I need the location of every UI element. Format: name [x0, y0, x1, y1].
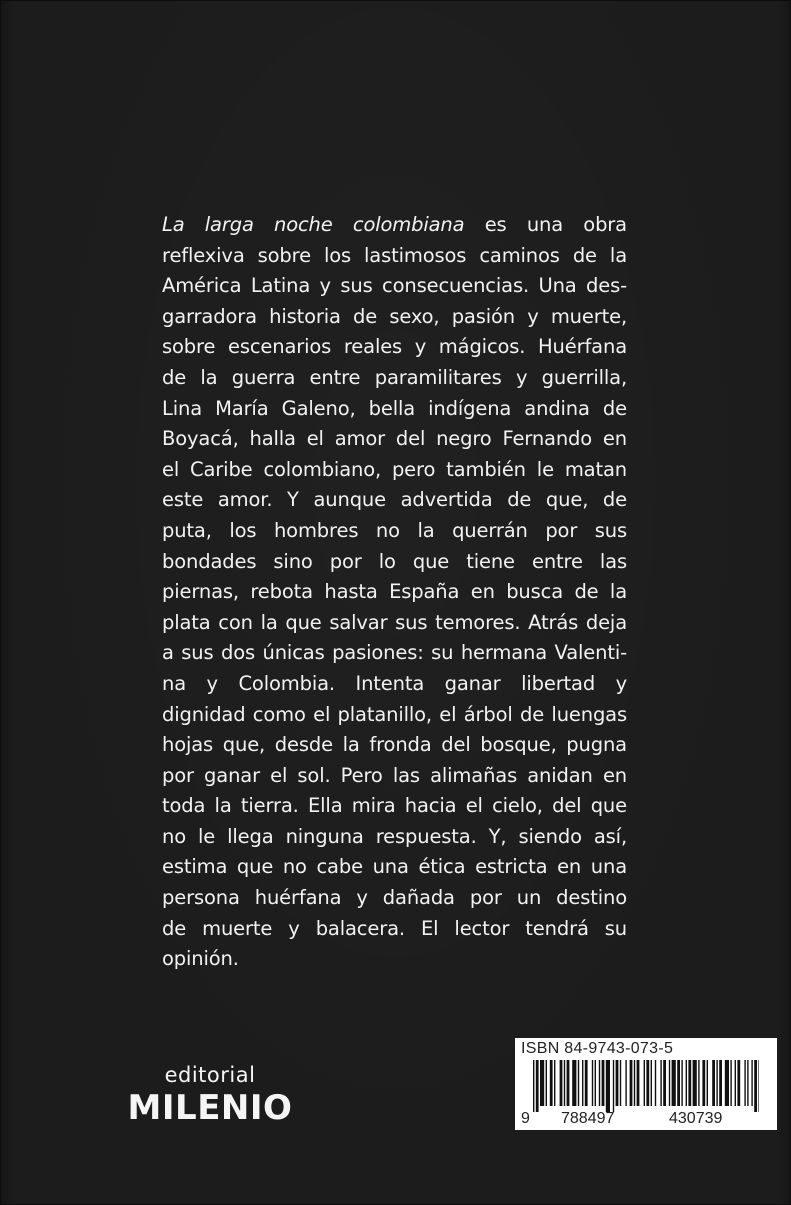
barcode-bar	[672, 1060, 676, 1106]
barcode-bar	[655, 1060, 656, 1106]
barcode-bar	[686, 1060, 687, 1106]
barcode-label	[515, 1038, 777, 1130]
barcode-bar	[730, 1060, 731, 1106]
synopsis-line-first	[162, 210, 627, 241]
isbn-number: ISBN 84-9743-073-5	[521, 1040, 674, 1057]
barcode-bar	[677, 1060, 680, 1106]
barcode-bar	[651, 1060, 652, 1106]
barcode-bar	[564, 1060, 565, 1106]
barcode-bar	[620, 1060, 621, 1106]
first-line-rest: es una obra	[484, 213, 627, 236]
synopsis-line: este amor. Y aunque advertida de que, de	[162, 488, 627, 512]
barcode-bar	[540, 1060, 544, 1106]
barcode-bar	[644, 1060, 645, 1106]
synopsis-line: no le llega ninguna respuesta. Y, siendo así,	[162, 824, 627, 848]
barcode-bar	[560, 1060, 563, 1106]
synopsis-line: estima que no cabe una ética estricta en una	[162, 855, 627, 879]
barcode-bar	[572, 1060, 576, 1106]
publisher-line-name: MILENIO	[127, 1088, 293, 1128]
barcode-bar	[754, 1060, 757, 1112]
barcode-bar	[606, 1060, 610, 1112]
barcode-bar	[669, 1060, 670, 1106]
barcode-bar	[637, 1060, 640, 1106]
barcode-bar	[592, 1060, 593, 1106]
synopsis-line: Lina María Galeno, bella indígena andina de	[162, 396, 627, 420]
synopsis-line: América Latina y sus consecuencias. Una des-	[162, 274, 627, 298]
barcode-bar	[707, 1060, 708, 1106]
barcode-bar	[681, 1060, 682, 1106]
barcode-bar	[744, 1060, 745, 1106]
barcode-bar	[602, 1060, 605, 1106]
barcode-bar	[747, 1060, 748, 1106]
synopsis-line: persona huérfana y dañada por un destino	[162, 886, 627, 910]
barcode-bar	[550, 1060, 553, 1106]
ean-first-digit: 9	[521, 1110, 530, 1127]
barcode-bar	[634, 1060, 635, 1106]
synopsis-line: sobre escenarios reales y mágicos. Huérfana	[162, 335, 627, 359]
barcode-bar	[663, 1060, 666, 1106]
barcode-bar	[725, 1060, 729, 1106]
barcode-bar	[546, 1060, 547, 1106]
synopsis-line: toda la tierra. Ella mira hacia el cielo, del que	[162, 794, 627, 818]
barcode-bar	[737, 1060, 740, 1106]
barcode-bar	[716, 1060, 717, 1106]
barcode-bar	[536, 1060, 539, 1112]
synopsis-line: de la guerra entre paramilitares y guerrilla,	[162, 365, 627, 389]
barcode-bar	[646, 1060, 649, 1106]
barcode-bar	[613, 1060, 614, 1112]
barcode-bar	[582, 1060, 583, 1106]
synopsis-line: piernas, rebota hasta España en busca de la	[162, 580, 627, 604]
barcode-bar	[712, 1060, 715, 1106]
synopsis-line: puta, los hombres no la querrán por sus	[162, 518, 627, 542]
barcode-bar	[599, 1060, 600, 1106]
synopsis-line: hojas que, desde la fronda del bosque, pugna	[162, 733, 627, 757]
barcode-bar	[578, 1060, 579, 1106]
barcode-bar	[630, 1060, 633, 1106]
barcode-bar	[688, 1060, 691, 1106]
synopsis-line: na y Colombia. Intenta ganar libertad y	[162, 671, 627, 695]
barcode-bar	[693, 1060, 697, 1106]
synopsis-line: garradora historia de sexo, pasión y muerte,	[162, 304, 627, 328]
barcode-bar	[758, 1060, 759, 1112]
barcode-bar	[595, 1060, 596, 1106]
barcode-bar	[554, 1060, 555, 1106]
barcode-bar	[625, 1060, 626, 1106]
synopsis-line: de muerte y balacera. El lector tendrá su	[162, 916, 627, 940]
barcode-bar	[751, 1060, 752, 1106]
barcode-bar	[698, 1060, 699, 1106]
barcode-bar	[533, 1060, 534, 1112]
barcode-bar	[567, 1060, 570, 1106]
ean-right-group: 430739	[669, 1110, 723, 1127]
synopsis-line: el Caribe colombiano, pero también le matan	[162, 457, 627, 481]
ean-left-group: 788497	[561, 1110, 615, 1127]
synopsis-line: dignidad como el platanillo, el árbol de luengas	[162, 702, 627, 726]
publisher-logo	[110, 1062, 310, 1128]
barcode-bar	[585, 1060, 588, 1106]
synopsis-line: opinión.	[162, 947, 239, 971]
book-title-italic: La larga noche colombiana	[162, 213, 465, 236]
barcode-bar	[719, 1060, 722, 1106]
synopsis-line: reflexiva sobre los lastimosos caminos de la	[162, 243, 627, 267]
barcode-bar	[735, 1060, 736, 1106]
synopsis-line: plata con la que salvar sus temores. Atrás deja	[162, 610, 627, 634]
barcode-bar	[702, 1060, 705, 1106]
barcode-bars	[533, 1060, 759, 1112]
publisher-line-editorial: editorial	[164, 1063, 256, 1087]
barcode-bar	[660, 1060, 661, 1106]
synopsis-line: a sus dos únicas pasiones: su hermana Valenti-	[162, 641, 627, 665]
synopsis-line: por ganar el sol. Pero las alimañas anidan en	[162, 763, 627, 787]
synopsis-line: Boyacá, halla el amor del negro Fernando en	[162, 427, 627, 451]
synopsis-line: bondades sino por lo que tiene entre las	[162, 549, 627, 573]
synopsis-text	[162, 210, 627, 975]
barcode-bar	[616, 1060, 619, 1106]
